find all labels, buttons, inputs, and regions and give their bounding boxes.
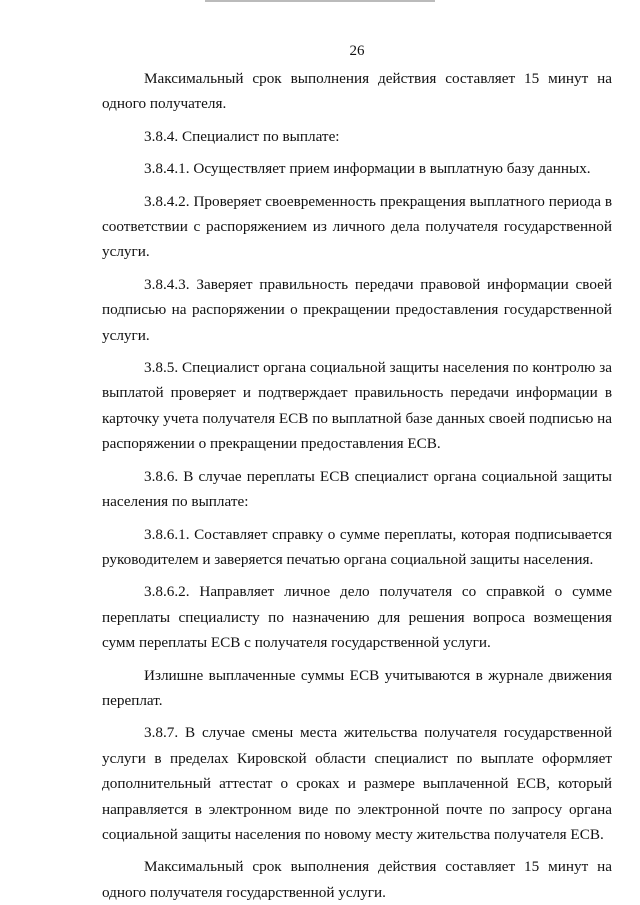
paragraph-3-8-4: 3.8.4. Специалист по выплате: [144, 127, 340, 145]
paragraph-max-time-1: Максимальный срок выполнения действия составляет 15 минут на одного получателя. [102, 70, 612, 113]
paragraph-3-8-4-3: 3.8.4.3. Заверяет правильность передачи правовой информации своей подписью на распоряжении о прекращении предоставления государственной услуги. [102, 275, 612, 344]
paragraph-3-8-4-2: 3.8.4.2. Проверяет своевременность прекращения выплатного периода в соответствии с распоряжением из личного дела получателя государственной услуги. [102, 192, 612, 261]
paragraph-3-8-6: 3.8.6. В случае переплаты ЕСВ специалист органа социальной защиты населения по выплате: [102, 467, 612, 511]
paragraph-overpayment-journal: Излишне выплаченные суммы ЕСВ учитываются в журнале движения переплат. [102, 666, 612, 709]
paragraph-max-time-2: Максимальный срок выполнения действия составляет 15 минут на одного получателя государственной услуги. [102, 858, 612, 901]
paragraph-3-8-4-1: 3.8.4.1. Осуществляет прием информации в выплатную базу данных. [144, 160, 591, 178]
page-number: 26 [349, 43, 365, 59]
scan-top-edge [205, 0, 435, 2]
paragraph-3-8-6-2: 3.8.6.2. Направляет личное дело получателя со справкой о сумме переплаты специалисту по назначению для решения вопроса возмещения сумм переплаты ЕСВ с получателя государственной услуги. [102, 583, 612, 652]
document-page [102, 42, 612, 905]
paragraph-3-8-6-1: 3.8.6.1. Составляет справку о сумме переплаты, которая подписывается руководителем и заверяется печатью органа социальной защиты населения. [102, 525, 612, 568]
paragraph-3-8-7: 3.8.7. В случае смены места жительства получателя государственной услуги в пределах Кировской области специалист по выплате оформляет дополнительный аттестат о сроках и размере выплаченной ЕСВ, который направляется в электронном виде по электронной почте по запросу органа социальной защиты населения по новому месту жительства получателя ЕСВ. [102, 724, 612, 843]
paragraph-3-8-5: 3.8.5. Специалист органа социальной защиты населения по контролю за выплатой проверяет и подтверждает правильность передачи информации в карточку учета получателя ЕСВ по выплатной базе данных своей подписью на распоряжении о прекращении предоставления ЕСВ. [102, 359, 612, 453]
